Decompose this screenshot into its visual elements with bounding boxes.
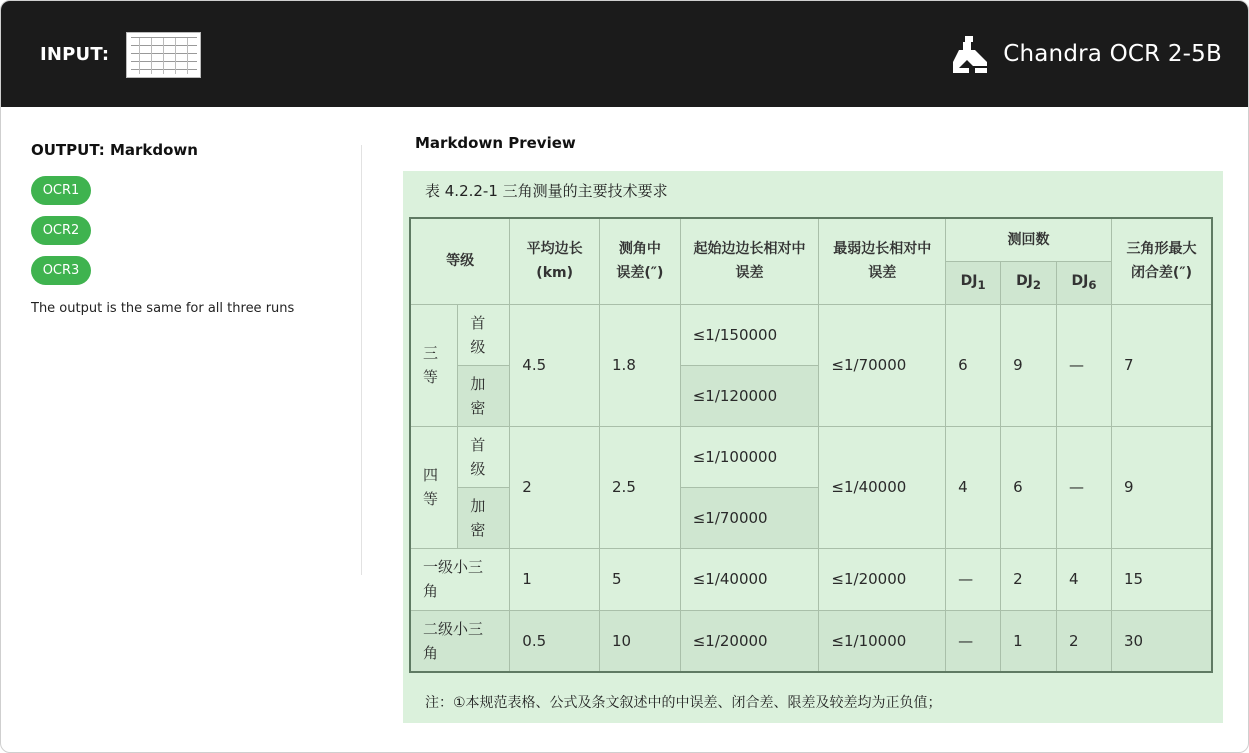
table-cell: 5 [600,548,681,610]
output-title: OUTPUT: Markdown [31,141,198,159]
table-cell: 9 [1111,426,1212,548]
table-cell: — [946,610,1001,672]
table-row [410,304,1212,365]
table-cell: — [946,548,1001,610]
table-row [410,426,1212,487]
header-dj6: $DJ_6$ [1057,261,1112,304]
table-cell: ≤1/150000 [680,304,819,365]
table-cell: 4.5 [510,304,600,426]
table-cell: — [1057,426,1112,548]
table-caption: 表 4.2.2-1 三角测量的主要技术要求 [425,182,668,200]
header-row-1 [410,218,1212,261]
grade-third: 三等 [410,304,458,426]
table-cell: ≤1/20000 [680,610,819,672]
table-cell: 30 [1111,610,1212,672]
grade-first-small: 一级小三角 [410,548,510,610]
table-cell: ≤1/100000 [680,426,819,487]
table-cell: ≤1/40000 [680,548,819,610]
requirements-table [409,217,1213,673]
ocr2-button[interactable]: OCR2 [31,216,91,245]
header-start-side-error: 起始边边长相对中误差 [680,218,819,304]
table-cell: ≤1/40000 [819,426,946,548]
header-weakest-side-error: 最弱边长相对中误差 [819,218,946,304]
header-angle-error: 测角中误差(″) [600,218,681,304]
output-panel [31,141,361,316]
table-row [410,610,1212,672]
grade-third-sub1: 首级 [458,304,510,365]
table-cell: ≤1/120000 [680,365,819,426]
output-note: The output is the same for all three runs [31,301,295,316]
input-thumbnail[interactable] [126,32,201,78]
header-bar [1,1,1249,107]
grade-fourth-sub2: 加密 [458,487,510,548]
table-cell: 6 [1001,426,1057,548]
brand [951,31,1222,77]
table-cell: ≤1/10000 [819,610,946,672]
grade-third-sub2: 加密 [458,365,510,426]
table-cell: ≤1/20000 [819,548,946,610]
grade-fourth-sub1: 首级 [458,426,510,487]
header-rounds: 测回数 [946,218,1112,261]
brand-name: Chandra OCR 2-5B [1003,41,1222,67]
table-cell: 2.5 [600,426,681,548]
table-cell: — [1057,304,1112,426]
header-avg-side: 平均边长(km) [510,218,600,304]
table-cell: 10 [600,610,681,672]
table-cell: 2 [510,426,600,548]
input-label: INPUT: [40,44,110,65]
table-cell: 1.8 [600,304,681,426]
table-cell: 6 [946,304,1001,426]
table-footnote: 注：①本规范表格、公式及条文叙述中的中误差、闭合差、限差及较差均为正负值； [425,695,942,711]
grade-fourth: 四等 [410,426,458,548]
table-cell: 9 [1001,304,1057,426]
table-cell: ≤1/70000 [819,304,946,426]
header-dj1: $DJ_1$ [946,261,1001,304]
ocr3-button[interactable]: OCR3 [31,256,91,285]
table-cell: 2 [1001,548,1057,610]
table-row [410,548,1212,610]
grade-second-small: 二级小三角 [410,610,510,672]
table-cell: 4 [946,426,1001,548]
chandra-logo-icon [951,34,989,74]
table-cell: 1 [1001,610,1057,672]
panel-divider [361,145,362,575]
ocr1-button[interactable]: OCR1 [31,176,91,205]
markdown-preview [403,171,1223,723]
table-cell: 15 [1111,548,1212,610]
header-dj2: $DJ_2$ [1001,261,1057,304]
table-cell: 7 [1111,304,1212,426]
table-cell: 1 [510,548,600,610]
table-cell: 4 [1057,548,1112,610]
header-closure: 三角形最大闭合差(″) [1111,218,1212,304]
preview-title: Markdown Preview [415,134,576,152]
table-cell: ≤1/70000 [680,487,819,548]
table-cell: 2 [1057,610,1112,672]
table-cell: 0.5 [510,610,600,672]
header-grade: 等级 [410,218,510,304]
